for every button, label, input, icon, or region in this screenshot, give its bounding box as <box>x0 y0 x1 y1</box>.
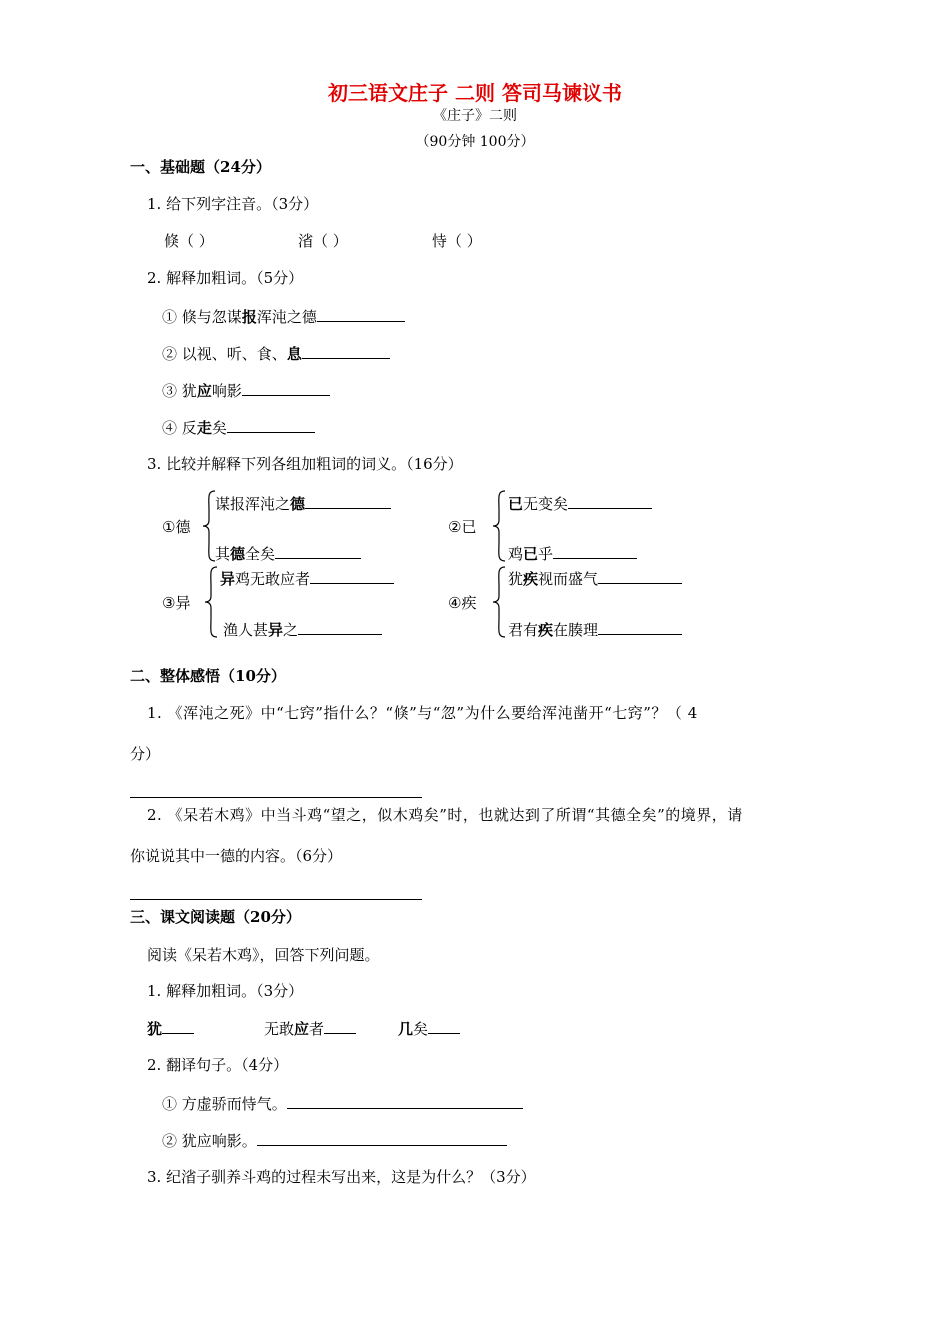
s3-q1-prompt: 1. 解释加粗词。（3分） <box>147 982 304 1000</box>
group-yi2-line-a <box>220 568 394 589</box>
s3-q2-item-1 <box>162 1093 523 1114</box>
text-after: 全矣 <box>245 545 276 563</box>
s1-q2-item-1 <box>162 306 405 327</box>
group-yi-line-b <box>508 543 637 564</box>
text-after: 在腠理 <box>553 621 599 639</box>
answer-blank[interactable] <box>568 493 652 509</box>
text-before: 君有 <box>508 621 539 639</box>
document-title: 初三语文庄子 二则 答司马谏议书 <box>328 81 622 105</box>
s2-q2-line2: 你说说其中一德的内容。（6分） <box>130 847 343 865</box>
sentence-text: ② 犹应响影。 <box>162 1132 257 1150</box>
text-before: 谋报浑沌之 <box>215 495 291 513</box>
group-yi-line-a <box>508 493 652 514</box>
s2-q2-answer-line[interactable] <box>130 899 422 900</box>
item-num: ① <box>162 308 178 326</box>
group-de-line-b <box>215 543 361 564</box>
item-text-after: 浑沌之德 <box>256 308 317 326</box>
text-before: 犹 <box>508 570 524 588</box>
s1-q3-prompt: 3. 比较并解释下列各组加粗词的词义。（16分） <box>147 455 463 473</box>
s3-q3-prompt: 3. 纪渻子驯养斗鸡的过程未写出来，这是为什么？（3分） <box>147 1168 536 1186</box>
sentence-text: ① 方虚骄而恃气。 <box>162 1095 287 1113</box>
answer-blank[interactable] <box>227 417 315 433</box>
item-text-after: 矣 <box>211 419 227 437</box>
item-text-after: 响影 <box>211 382 242 400</box>
bold-word: 已 <box>523 545 539 563</box>
bold-word: 息 <box>286 345 302 363</box>
bold-word: 异 <box>268 621 284 639</box>
pinyin-item-1: 倏（ ） <box>164 232 214 250</box>
s1-q2-item-4 <box>162 417 315 438</box>
s1-q2-item-2 <box>162 343 390 364</box>
text-before: 无敢 <box>264 1020 295 1038</box>
answer-blank[interactable] <box>275 543 361 559</box>
answer-blank[interactable] <box>302 343 390 359</box>
text-before: 鸡 <box>508 545 524 563</box>
bold-word: 已 <box>508 495 524 513</box>
item-num: ③ <box>162 382 178 400</box>
s1-q2-prompt: 2. 解释加粗词。（5分） <box>147 269 304 287</box>
bold-word: 应 <box>196 382 212 400</box>
text-after: 视而盛气 <box>538 570 599 588</box>
answer-blank[interactable] <box>317 306 405 322</box>
s2-q1-answer-line[interactable] <box>130 797 422 798</box>
bold-word: 走 <box>196 419 212 437</box>
answer-blank[interactable] <box>162 1018 194 1034</box>
group-de-line-a <box>215 493 391 514</box>
s3-q1-item-2 <box>264 1018 356 1039</box>
answer-blank[interactable] <box>257 1130 507 1146</box>
answer-blank[interactable] <box>553 543 637 559</box>
text-before: 其 <box>215 545 231 563</box>
curly-brace-icon <box>492 490 506 562</box>
item-text-before: 反 <box>181 419 197 437</box>
s2-q1-line2: 分） <box>130 745 161 763</box>
group-ji-line-b <box>508 619 682 640</box>
bold-word: 应 <box>294 1020 310 1038</box>
text-after: 乎 <box>538 545 554 563</box>
item-num: ② <box>162 345 178 363</box>
answer-blank[interactable] <box>305 493 391 509</box>
time-score: （90分钟 100分） <box>415 134 535 150</box>
s1-q2-item-3 <box>162 380 330 401</box>
answer-blank[interactable] <box>298 619 382 635</box>
text-after: 之 <box>283 621 299 639</box>
text-after: 无变矣 <box>523 495 569 513</box>
curly-brace-icon <box>202 490 216 562</box>
s3-q2-item-2 <box>162 1130 507 1151</box>
curly-brace-icon <box>492 566 506 638</box>
group-label-yi2: ③异 <box>162 594 191 612</box>
s2-q2-line1: 2. 《呆若木鸡》中当斗鸡“望之，似木鸡矣”时，也就达到了所谓“其德全矣”的境界，请 <box>147 806 743 824</box>
answer-blank[interactable] <box>598 568 682 584</box>
group-label-yi: ②已 <box>448 518 477 536</box>
section-2-heading: 二、整体感悟（10分） <box>130 667 286 685</box>
item-text-before: 犹 <box>181 382 197 400</box>
s2-q1-line1: 1. 《浑沌之死》中“七窍”指什么？“倏”与“忽”为什么要给浑沌凿开“七窍”？（ 4 <box>147 704 698 722</box>
s1-q1-prompt: 1. 给下列字注音。（3分） <box>147 195 319 213</box>
answer-blank[interactable] <box>287 1093 523 1109</box>
bold-word: 几 <box>398 1020 414 1038</box>
pinyin-item-2: 渻（ ） <box>298 232 348 250</box>
pinyin-item-3: 恃（ ） <box>432 232 482 250</box>
item-text-before: 以视、听、食、 <box>181 345 287 363</box>
text-after: 矣 <box>413 1020 429 1038</box>
bold-word: 疾 <box>523 570 539 588</box>
item-num: ④ <box>162 419 178 437</box>
document-subtitle: 《庄子》二则 <box>433 108 517 124</box>
text-after: 者 <box>309 1020 325 1038</box>
group-ji-line-a <box>508 568 682 589</box>
s3-intro: 阅读《呆若木鸡》，回答下列问题。 <box>147 946 380 964</box>
bold-word: 德 <box>290 495 306 513</box>
answer-blank[interactable] <box>310 568 394 584</box>
answer-blank[interactable] <box>598 619 682 635</box>
section-1-heading: 一、基础题（24分） <box>130 158 271 176</box>
group-label-de: ①德 <box>162 518 191 536</box>
bold-word: 犹 <box>147 1020 163 1038</box>
text-before: 渔人甚 <box>223 621 269 639</box>
curly-brace-icon <box>204 566 218 638</box>
answer-blank[interactable] <box>242 380 330 396</box>
s3-q1-item-3 <box>398 1018 460 1039</box>
bold-word: 德 <box>230 545 246 563</box>
group-label-ji: ④疾 <box>448 594 477 612</box>
s3-q2-prompt: 2. 翻译句子。（4分） <box>147 1056 289 1074</box>
answer-blank[interactable] <box>324 1018 356 1034</box>
section-3-heading: 三、课文阅读题（20分） <box>130 908 301 926</box>
s3-q1-item-1 <box>147 1018 194 1039</box>
bold-word: 异 <box>220 570 236 588</box>
item-text-before: 倏与忽谋 <box>181 308 242 326</box>
bold-word: 报 <box>241 308 257 326</box>
bold-word: 疾 <box>538 621 554 639</box>
group-yi2-line-b <box>223 619 382 640</box>
answer-blank[interactable] <box>428 1018 460 1034</box>
text-after: 鸡无敢应者 <box>235 570 311 588</box>
